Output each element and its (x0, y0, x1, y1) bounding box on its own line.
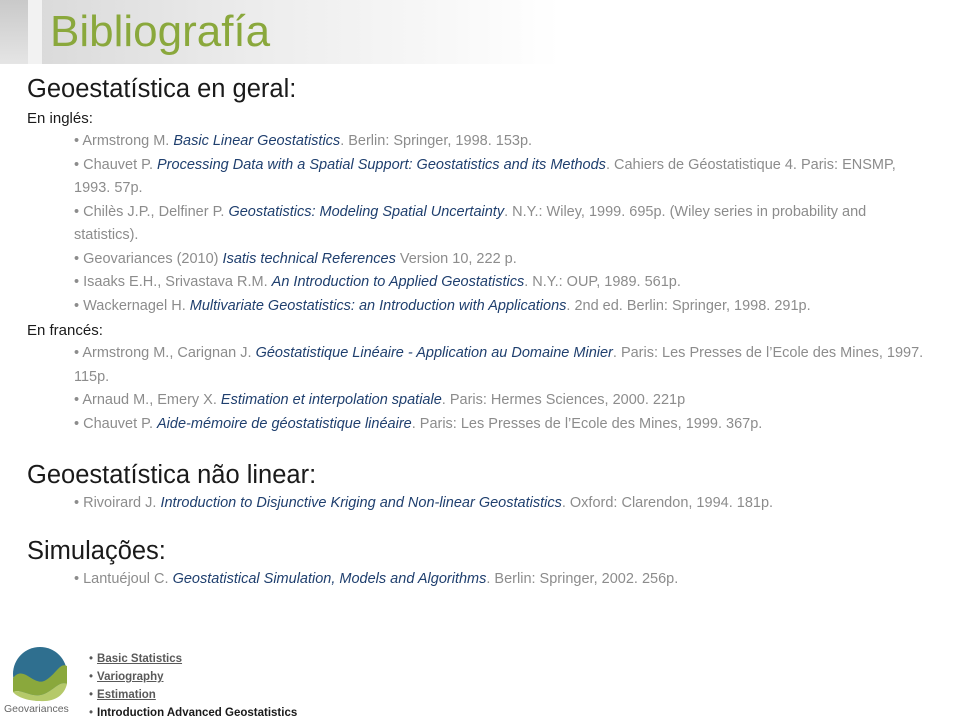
reference-title: Isatis technical References (222, 250, 396, 267)
reference-title: Processing Data with a Spatial Support: Geostatistics and its Methods (157, 156, 606, 173)
reference-item: • Isaaks E.H., Srivastava R.M. An Introduction to Applied Geostatistics. N.Y.: OUP, 1989. 561p. (74, 274, 681, 290)
footer-nav-link[interactable]: Basic Statistics (97, 653, 183, 665)
reference-item: • Arnaud M., Emery X. Estimation et interpolation spatiale. Paris: Hermes Sciences, 2000. 221p (74, 392, 686, 408)
footer-nav-item-basic-statistics[interactable]: • Basic Statistics (89, 653, 183, 665)
reference-item: • Lantuéjoul C. Geostatistical Simulation, Models and Algorithms. Berlin: Springer, 2002. 256p. (74, 570, 679, 587)
title-accent (0, 0, 28, 64)
reference-item: • Rivoirard J. Introduction to Disjunctive Kriging and Non-linear Geostatistics. Oxford: Clarendon, 1994. 181p. (74, 495, 774, 511)
footer-nav (89, 650, 297, 722)
reference-title: Introduction to Disjunctive Kriging and Non-linear Geostatistics (160, 495, 562, 511)
footer-nav-item-advanced-geostatistics[interactable]: • Introduction Advanced Geostatistics (89, 707, 298, 719)
logo-text: Geovariances (4, 703, 69, 715)
reference-item: • Armstrong M., Carignan J. Géostatistique Linéaire - Application au Domaine Minier. Paris: Les Presses de l’Ecole des Mines, 1997. 115p. (74, 345, 924, 385)
title-accent-light (28, 0, 42, 64)
bibliography-content (27, 72, 927, 591)
section-heading-simulations: Simulações: (27, 536, 166, 565)
group-label-english: En inglés: (27, 110, 93, 127)
reference-item: • Chauvet P. Processing Data with a Spatial Support: Geostatistics and its Methods. Cahiers de Géostatistique 4. Paris: ENSMP, 1993. 57p. (74, 156, 896, 196)
footer-nav-item-estimation[interactable]: • Estimation (89, 689, 156, 701)
reference-list-english (27, 130, 927, 318)
reference-list-french (27, 342, 927, 436)
section-heading-nonlinear: Geoestatística não linear: (27, 461, 317, 489)
reference-item: • Armstrong M. Basic Linear Geostatistics. Berlin: Springer, 1998. 153p. (74, 133, 533, 149)
reference-list-simulations (27, 568, 927, 592)
footer-nav-current-label[interactable]: Introduction Advanced Geostatistics (97, 707, 298, 719)
reference-title: Aide-mémoire de géostatistique linéaire (157, 415, 412, 432)
reference-title: Basic Linear Geostatistics (173, 133, 341, 149)
footer-nav-item-variography[interactable]: • Variography (89, 671, 164, 683)
footer-nav-link[interactable]: Variography (97, 671, 164, 683)
footer-nav-link[interactable]: Estimation (97, 689, 156, 701)
group-label-french: En francés: (27, 322, 103, 339)
reference-title: Geostatistics: Modeling Spatial Uncertainty (228, 203, 505, 220)
reference-item: • Wackernagel H. Multivariate Geostatistics: an Introduction with Applications. 2nd ed. Berlin: Springer, 1998. 291p. (74, 297, 811, 314)
reference-item: • Geovariances (2010) Isatis technical References Version 10, 222 p. (74, 250, 517, 267)
reference-item: • Chilès J.P., Delfiner P. Geostatistics: Modeling Spatial Uncertainty. N.Y.: Wiley, 1999. 695p. (Wiley series in probability and statistics). (74, 203, 867, 243)
section-heading-general: Geoestatística en geral: (27, 75, 297, 103)
reference-title: Estimation et interpolation spatiale (220, 392, 442, 408)
reference-title: Multivariate Geostatistics: an Introduction with Applications (189, 297, 567, 314)
reference-item: • Chauvet P. Aide-mémoire de géostatistique linéaire. Paris: Les Presses de l’Ecole des Mines, 1999. 367p. (74, 415, 763, 432)
reference-list-nonlinear (27, 492, 927, 516)
reference-title: Geostatistical Simulation, Models and Algorithms (172, 570, 487, 587)
reference-title: An Introduction to Applied Geostatistics (271, 274, 525, 290)
reference-title: Géostatistique Linéaire - Application au Domaine Minier (255, 345, 613, 361)
page-title: Bibliografía (50, 7, 271, 56)
